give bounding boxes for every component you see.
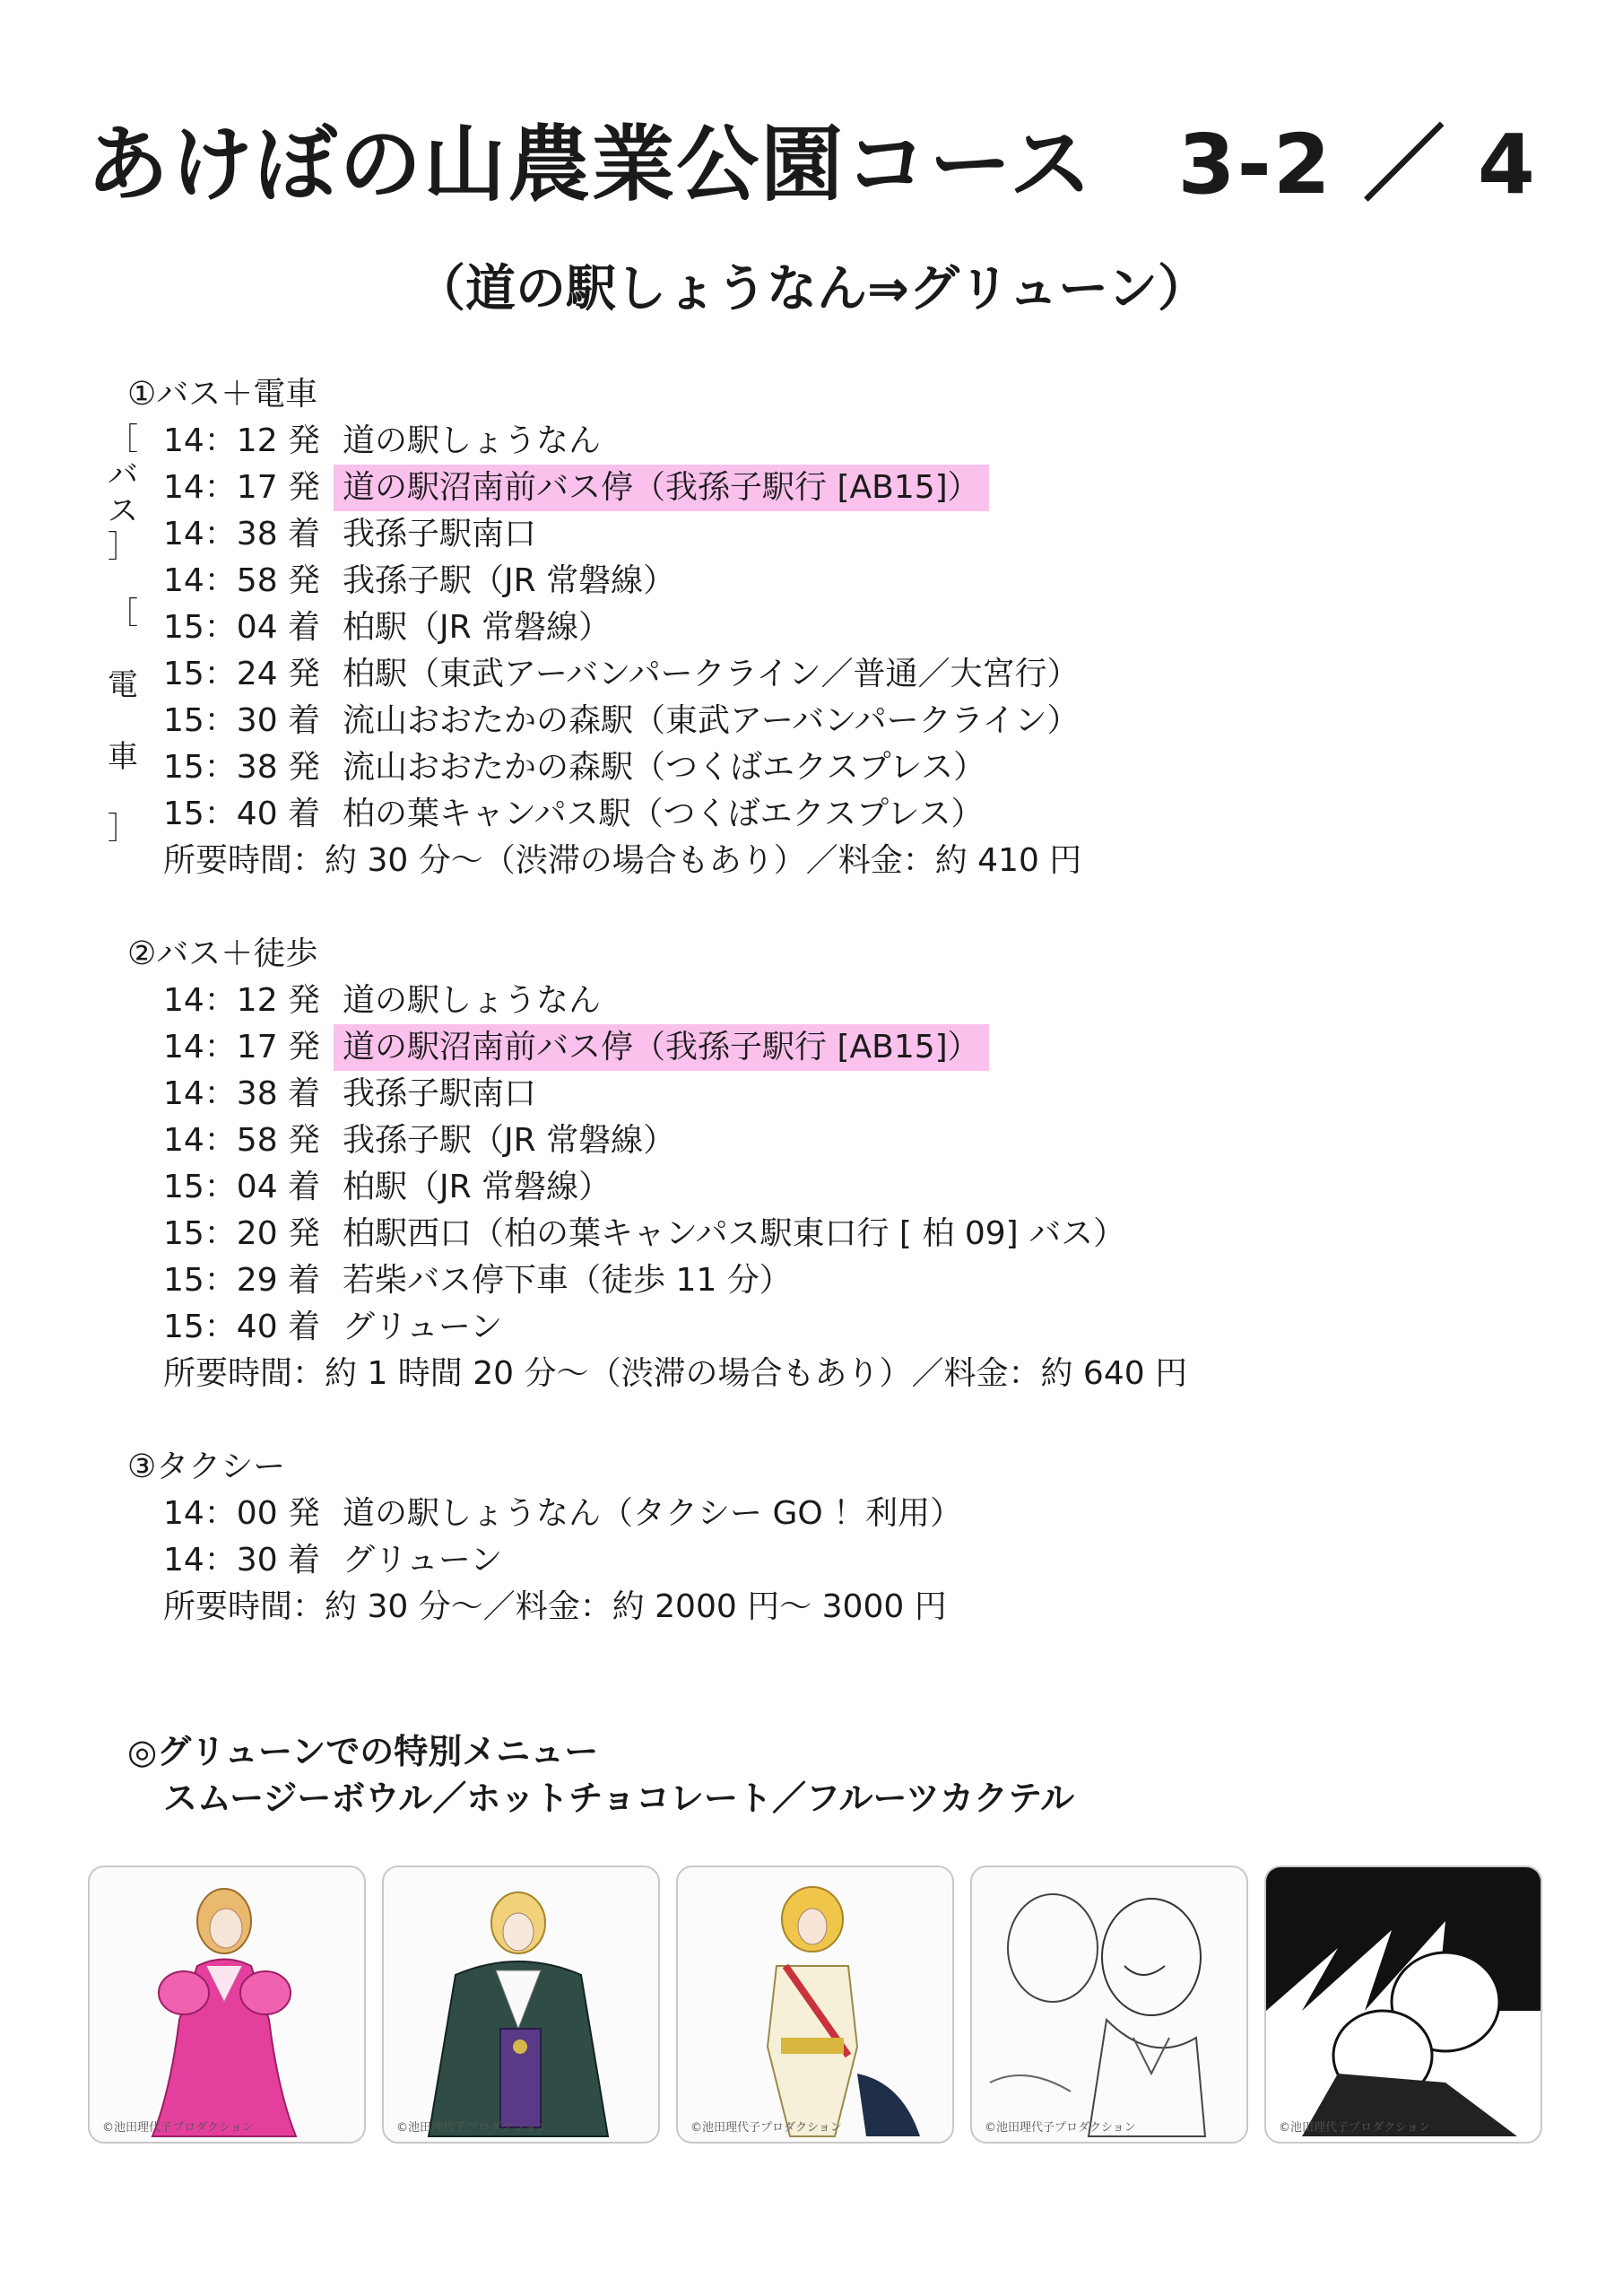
row-desc: 道の駅しょうなん — [343, 422, 602, 459]
row-time: 14：30 着 — [163, 1542, 321, 1578]
schedule-row — [163, 744, 994, 791]
illustration-card — [970, 1866, 1248, 2144]
route3-heading: ③タクシー — [127, 1448, 286, 1485]
page-title: あけぼの山農業公園コース 3-2 ／ 4 — [86, 117, 1537, 213]
row-desc: 道の駅しょうなん — [343, 982, 602, 1019]
copyright-text: ©池田理代子プロダクション — [1279, 2121, 1430, 2135]
row-time: 14：58 発 — [163, 1122, 321, 1159]
row-desc: グリューン — [343, 1309, 503, 1345]
illustration-card — [382, 1866, 660, 2144]
row-time: 15：40 着 — [163, 1309, 321, 1345]
route1-bus-label: ［ バ ス ］ — [108, 422, 138, 565]
schedule-row — [163, 1257, 801, 1304]
schedule-row — [163, 651, 1089, 698]
row-desc: 我孫子駅南口 — [343, 1075, 537, 1112]
illustration-card — [676, 1866, 954, 2144]
row-desc-highlighted: 道の駅沼南前バス停（我孫子駅行 [AB15]） — [334, 465, 989, 511]
menu-heading: ◎グリューンでの特別メニュー — [127, 1732, 599, 1771]
row-time: 14：12 発 — [163, 982, 321, 1019]
page-subtitle: （道の駅しょうなん⇒グリューン） — [414, 260, 1209, 318]
speech-text: フェルゼン!! — [1497, 1907, 1515, 1990]
schedule-row — [163, 418, 610, 465]
row-desc: 流山おおたかの森駅（つくばエクスプレス） — [343, 749, 986, 786]
row-desc: 柏駅西口（柏の葉キャンパス駅東口行 [ 柏 09] バス） — [343, 1215, 1126, 1252]
row-time: 15：04 着 — [163, 1169, 321, 1205]
schedule-row — [163, 1024, 989, 1071]
illustration-card — [1264, 1866, 1542, 2144]
schedule-row — [163, 558, 684, 604]
pink-gown-illustration — [90, 1867, 364, 2142]
copyright-text: ©池田理代子プロダクション — [102, 2121, 254, 2135]
menu-items: スムージーボウル／ホットチョコレート／フルーツカクテル — [163, 1779, 1075, 1818]
schedule-row — [163, 511, 545, 558]
row-time: 14：38 着 — [163, 1075, 321, 1112]
row-desc: 柏駅（JR 常磐線） — [343, 1169, 612, 1205]
schedule-row — [163, 1118, 684, 1164]
schedule-row — [163, 1491, 971, 1537]
copyright-text: ©池田理代子プロダクション — [396, 2121, 548, 2135]
row-desc: 柏駅（東武アーバンパークライン／普通／大宮行） — [343, 656, 1080, 692]
row-desc: 柏駅（JR 常磐線） — [343, 609, 612, 646]
row-desc: 我孫子駅（JR 常磐線） — [343, 1122, 676, 1159]
row-desc: グリューン — [343, 1542, 503, 1578]
embracing-figures-illustration — [1266, 1867, 1541, 2142]
illustration-card — [88, 1866, 366, 2144]
schedule-row — [163, 1211, 1134, 1257]
uniformed-figure-illustration — [678, 1867, 952, 2142]
row-time: 14：17 発 — [163, 1029, 321, 1065]
schedule-row — [163, 1164, 620, 1211]
two-figures-sketch-illustration — [972, 1867, 1246, 2142]
row-time: 15：20 発 — [163, 1215, 321, 1252]
row-desc: 流山おおたかの森駅（東武アーバンパークライン） — [343, 702, 1080, 739]
caped-figure-illustration — [384, 1867, 658, 2142]
row-time: 15：24 発 — [163, 656, 321, 692]
row-time: 15：38 発 — [163, 749, 321, 786]
row-desc: 柏の葉キャンパス駅（つくばエクスプレス） — [343, 796, 984, 832]
route1-summary: 所要時間：約 30 分〜（渋滞の場合もあり）／料金：約 410 円 — [163, 842, 1082, 879]
row-desc: 道の駅しょうなん（タクシー GO ！利用） — [343, 1495, 963, 1532]
schedule-row — [163, 978, 610, 1024]
row-desc: 我孫子駅南口 — [343, 516, 537, 552]
route2-summary: 所要時間：約 1 時間 20 分〜（渋滞の場合もあり）／料金：約 640 円 — [163, 1355, 1188, 1392]
copyright-text: ©池田理代子プロダクション — [690, 2121, 842, 2135]
row-time: 14：00 発 — [163, 1495, 321, 1532]
schedule-row — [163, 698, 1089, 744]
schedule-row — [163, 1537, 511, 1584]
row-time: 14：38 着 — [163, 516, 321, 552]
route1-heading: ①バス＋電車 — [127, 376, 318, 413]
row-time: 14：58 発 — [163, 562, 321, 599]
row-time: 14：12 発 — [163, 422, 321, 459]
row-time: 15：04 着 — [163, 609, 321, 646]
row-desc-highlighted: 道の駅沼南前バス停（我孫子駅行 [AB15]） — [334, 1024, 989, 1071]
row-desc: 我孫子駅（JR 常磐線） — [343, 562, 676, 599]
route2-heading: ②バス＋徒歩 — [127, 935, 318, 972]
row-time: 15：40 着 — [163, 796, 321, 832]
row-desc: 若柴バス停下車（徒歩 11 分） — [343, 1262, 792, 1299]
row-time: 14：17 発 — [163, 469, 321, 506]
schedule-row — [163, 465, 989, 511]
copyright-text: ©池田理代子プロダクション — [985, 2121, 1136, 2135]
row-time: 15：29 着 — [163, 1262, 321, 1299]
schedule-row — [163, 791, 993, 838]
schedule-row — [163, 604, 620, 651]
row-time: 15：30 着 — [163, 702, 321, 739]
route3-summary: 所要時間：約 30 分〜／料金：約 2000 円〜 3000 円 — [163, 1588, 947, 1625]
route1-train-label: ［ 電 車 ］ — [108, 596, 138, 847]
schedule-row — [163, 1071, 545, 1118]
schedule-row — [163, 1304, 511, 1351]
